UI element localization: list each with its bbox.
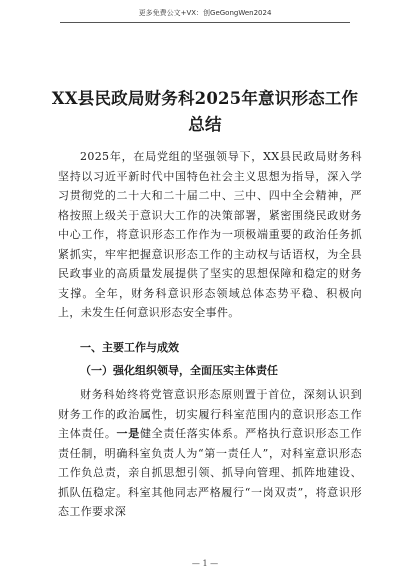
header-note: 更多免费公文+VX：创GeGongWen2024 — [138, 9, 272, 17]
paragraph-intro: 2025年，在局党组的坚强领导下，XX县民政局财务科坚持以习近平新时代中国特色社会主义思想为指导，深入学习贯彻党的二十大和二十届二中、三中、四中全会精神，严格按照上级关于意识大工作的决策部署，紧密围绕民政财务中心工作，将意识形态工作作为一项极端重要的政治任务抓紧抓实，牢牢把握意识形态工作的主动权与话语权，为全县民政事业的高质量发展提供了坚实的思想保障和稳定的财务支撑。全年，财务科意识形态领域总体态势平稳、积极向上，未发生任何意识形态安全事件。 — [58, 150, 362, 319]
title-line-1: XX县民政局财务科2025年意识形态工作 — [51, 89, 359, 108]
document-title — [40, 86, 370, 138]
section-heading-1: 一、主要工作与成效 — [80, 341, 179, 354]
subsection-heading-1: （一）强化组织领导，全面压实主体责任 — [80, 364, 278, 377]
page-number: — 1 — — [191, 559, 219, 568]
paragraph-2-part-1: 财务科始终将党管意识形态原则置于首位，深刻认识到财务工作的政治属性，切实履行科室范围内的意识形态工作主体责任。 — [58, 388, 362, 440]
paragraph-2-bold-lead: 一是 — [116, 427, 140, 440]
header-divider — [60, 22, 350, 23]
paragraph-2-part-2: 健全责任落实体系。严格执行意识形态工作责任制，明确科室负责人为“第一责任人”，对科室意识形态工作负总责，亲自抓思想引领、抓导向管理、抓阵地建设、抓队伍稳定。科室其他同志严格履行“一岗双责”，将意识形态工作要求深 — [58, 427, 363, 518]
paragraph-organization — [58, 385, 362, 522]
title-line-2: 总结 — [188, 115, 222, 134]
